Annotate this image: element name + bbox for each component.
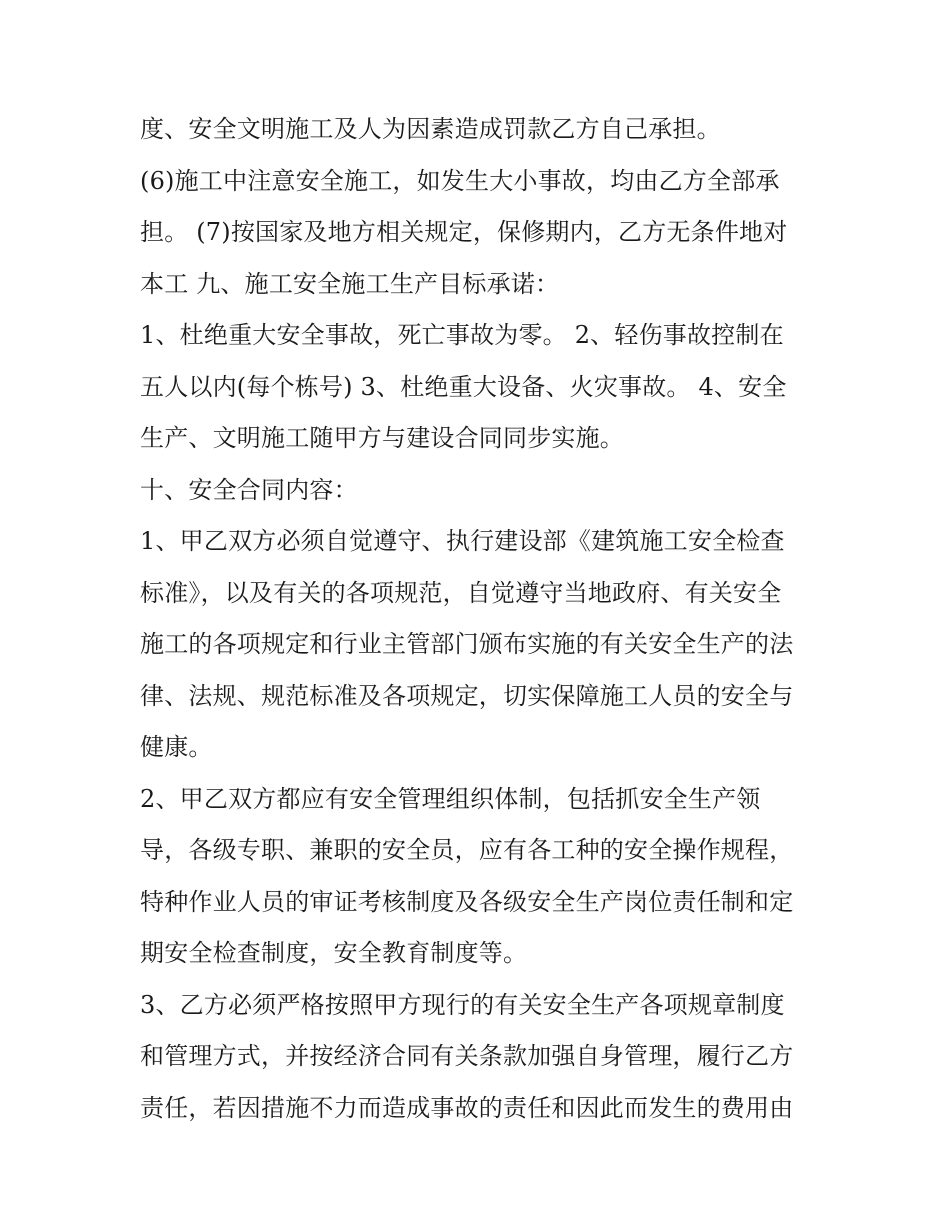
- text-line: 标准》，以及有关的各项规范，自觉遵守当地政府、有关安全: [140, 578, 782, 607]
- text-line: 度、安全文明施工及人为因素造成罚款乙方自己承担。: [140, 115, 721, 143]
- text-line: 期安全检查制度，安全教育制度等。: [140, 939, 528, 967]
- text-line: 2、甲乙双方都应有安全管理组织体制，包括抓安全生产领: [140, 784, 761, 813]
- text-line: (6)施工中注意安全施工，如发生大小事故，均由乙方全部承: [140, 166, 780, 195]
- text-line: 1、甲乙双方必须自觉遵守、执行建设部《建筑施工安全检查: [140, 527, 785, 555]
- text-line: 3、乙方必须严格按照甲方现行的有关安全生产各项规章制度: [140, 990, 785, 1019]
- text-line: 责任，若因措施不力而造成事故的责任和因此而发生的费用由: [140, 1093, 794, 1122]
- text-line: 特种作业人员的审证考核制度及各级安全生产岗位责任制和定: [140, 887, 794, 916]
- text-line: 五人以内(每个栋号) 3、杜绝重大设备、火灾事故。 4、安全: [140, 372, 787, 401]
- document-body: [140, 104, 820, 1134]
- text-line: 导，各级专职、兼职的安全员，应有各工种的安全操作规程，: [140, 836, 794, 864]
- text-line: 1、杜绝重大安全事故，死亡事故为零。 2、轻伤事故控制在: [140, 321, 784, 349]
- text-line: 担。 (7)按国家及地方相关规定，保修期内，乙方无条件地对: [140, 218, 788, 246]
- text-line: 施工的各项规定和行业主管部门颁布实施的有关安全生产的法: [140, 630, 794, 658]
- text-line: 生产、文明施工随甲方与建设合同同步实施。: [140, 424, 624, 452]
- text-line: 健康。: [140, 733, 213, 761]
- section-heading: 十、安全合同内容：: [140, 475, 358, 504]
- text-line: 律、法规、规范标准及各项规定，切实保障施工人员的安全与: [140, 681, 794, 710]
- text-line: 本工 九、施工安全施工生产目标承诺：: [140, 269, 560, 298]
- text-line: 和管理方式，并按经济合同有关条款加强自身管理，履行乙方: [140, 1042, 794, 1070]
